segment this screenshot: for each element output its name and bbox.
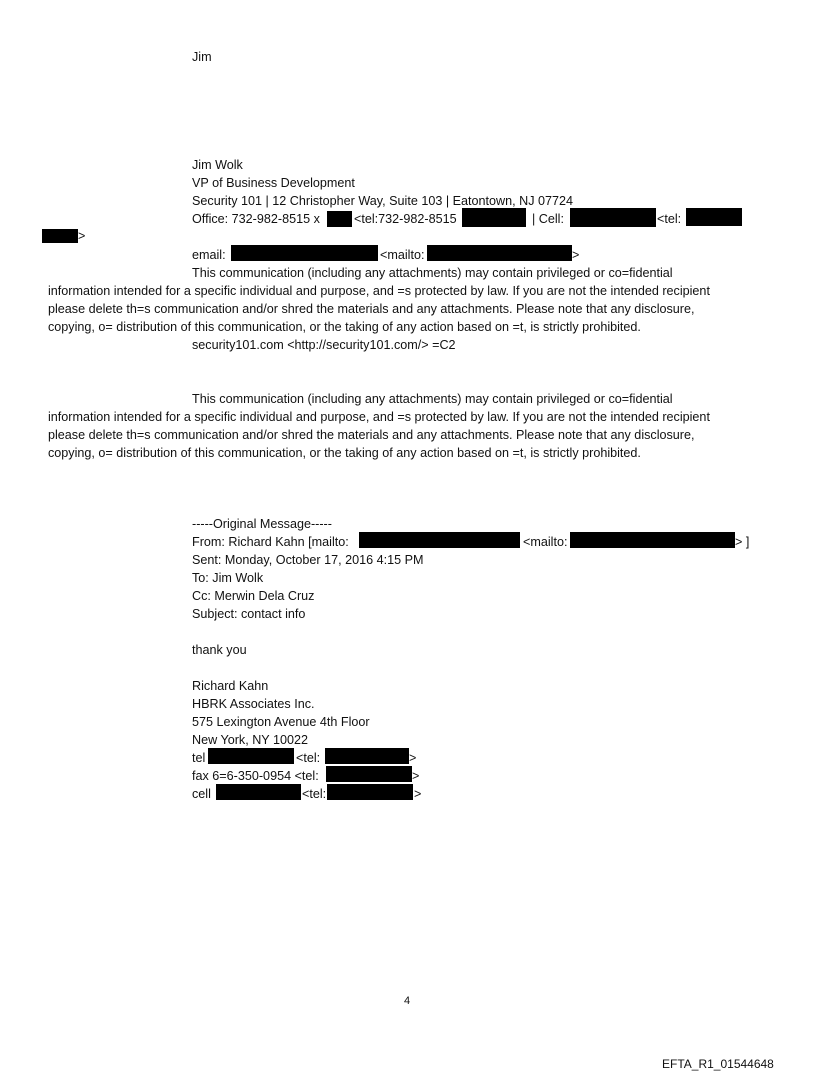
disclaimer-line: This communication (including any attachments) may contain privileged or co=fidential (192, 392, 673, 406)
page-number: 4 (404, 995, 411, 1007)
signature-title: VP of Business Development (192, 176, 355, 190)
website-link[interactable]: security101.com <http://security101.com/> =C2 (192, 338, 456, 352)
email-label: email: (192, 248, 226, 262)
from-end: > ] (735, 535, 750, 549)
redaction-box (359, 532, 520, 548)
disclaimer-line: copying, o= distribution of this communication, or the taking of any action based on =t, is strictly prohibited. (48, 320, 641, 334)
greeting: Jim (192, 50, 212, 64)
redaction-box (326, 766, 412, 782)
disclaimer-line: copying, o= distribution of this communication, or the taking of any action based on =t, is strictly prohibited. (48, 446, 641, 460)
cell-tel-close: > (414, 787, 422, 801)
from-line: From: Richard Kahn [mailto: (192, 535, 349, 549)
cc-line: Cc: Merwin Dela Cruz (192, 589, 315, 603)
redaction-box (462, 208, 526, 227)
redaction-box (327, 784, 413, 800)
subject-line: Subject: contact info (192, 607, 306, 621)
office-tel-link[interactable]: <tel:732-982-8515 (354, 212, 457, 226)
disclaimer-line: This communication (including any attachments) may contain privileged or co=fidential (192, 266, 673, 280)
redaction-box (325, 748, 409, 764)
disclaimer-line: please delete th=s communication and/or shred the materials and any attachments. Please note that any disclosure, (48, 302, 695, 316)
redaction-box (427, 245, 572, 261)
cell-tel-link[interactable]: <tel: (657, 212, 682, 226)
cell-tel-link[interactable]: <tel: (302, 787, 327, 801)
sender-company: HBRK Associates Inc. (192, 697, 315, 711)
tel-label: tel (192, 751, 206, 765)
cell-label: cell (192, 787, 211, 801)
redaction-box (570, 208, 656, 227)
fax-line[interactable]: fax 6=6-350-0954 <tel: (192, 769, 319, 783)
mailto-close: > (572, 248, 580, 262)
redaction-box (686, 208, 742, 226)
tel-close: > (409, 751, 417, 765)
redaction-box (216, 784, 301, 800)
sender-name: Richard Kahn (192, 679, 269, 693)
disclaimer-line: please delete th=s communication and/or shred the materials and any attachments. Please note that any disclosure, (48, 428, 695, 442)
redaction-box (208, 748, 294, 764)
tel-close: > (78, 229, 86, 243)
original-message-header: -----Original Message----- (192, 517, 332, 531)
sent-line: Sent: Monday, October 17, 2016 4:15 PM (192, 553, 424, 567)
redaction-box (231, 245, 378, 261)
to-line: To: Jim Wolk (192, 571, 264, 585)
sender-address-line: 575 Lexington Avenue 4th Floor (192, 715, 370, 729)
redaction-box (42, 229, 78, 243)
email-mailto-link[interactable]: <mailto: (380, 248, 425, 262)
cell-label: | Cell: (532, 212, 564, 226)
fax-close: > (412, 769, 420, 783)
disclaimer-line: information intended for a specific individual and purpose, and =s protected by law. If you are not the intended recipient (48, 284, 710, 298)
redaction-box (570, 532, 735, 548)
signature-name: Jim Wolk (192, 158, 243, 172)
disclaimer-line: information intended for a specific individual and purpose, and =s protected by law. If you are not the intended recipient (48, 410, 710, 424)
signature-address: Security 101 | 12 Christopher Way, Suite 103 | Eatontown, NJ 07724 (192, 194, 574, 208)
from-mailto-link[interactable]: <mailto: (523, 535, 568, 549)
document-id: EFTA_R1_01544648 (662, 1057, 774, 1071)
message-body: thank you (192, 643, 247, 657)
office-phone-prefix: Office: 732-982-8515 x (192, 212, 320, 226)
redaction-box (327, 211, 352, 227)
sender-address-line: New York, NY 10022 (192, 733, 308, 747)
tel-link[interactable]: <tel: (296, 751, 321, 765)
